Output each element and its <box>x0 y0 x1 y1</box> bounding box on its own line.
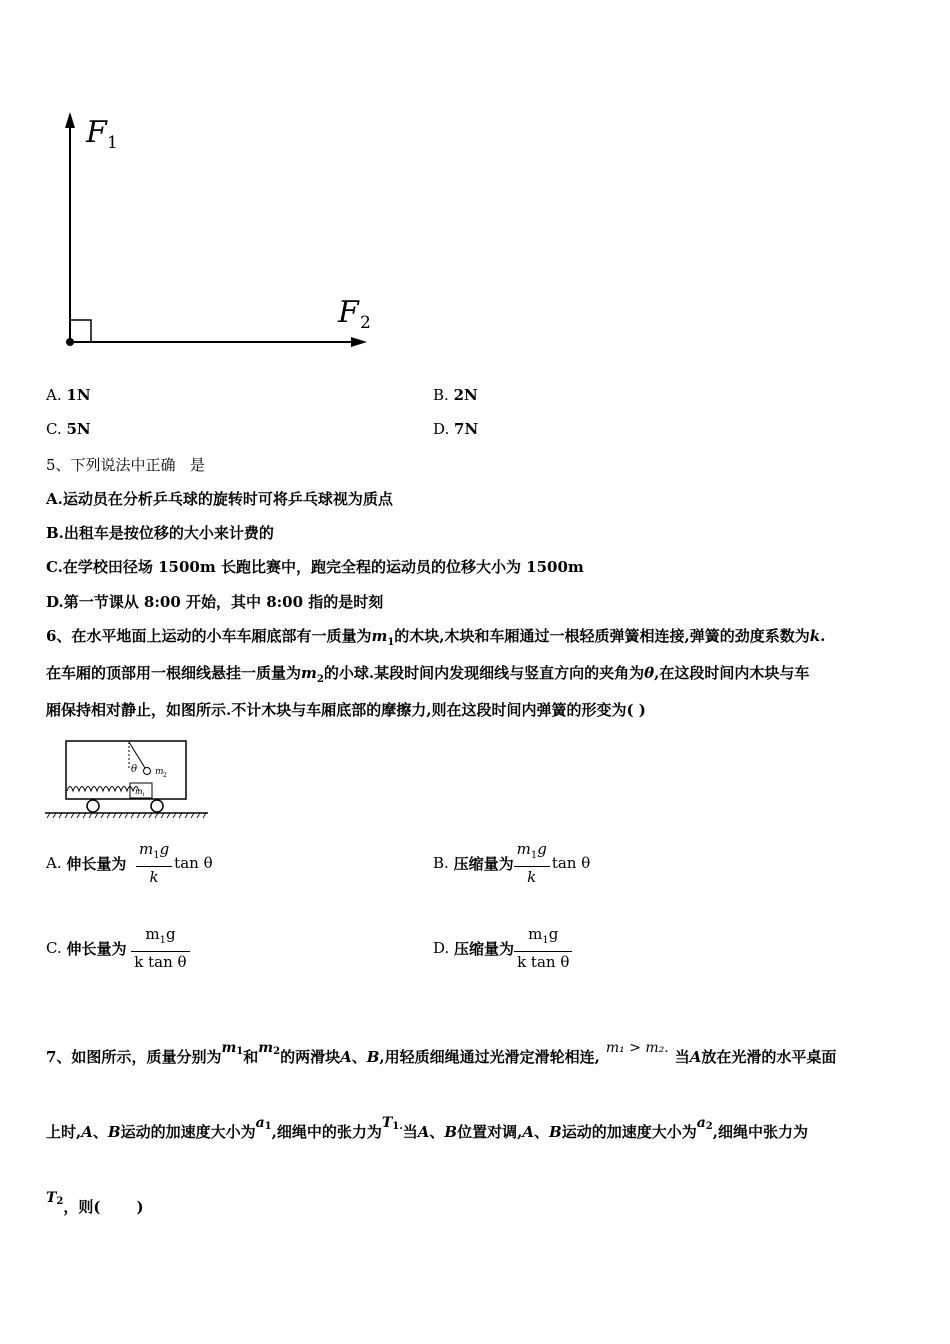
q4-option-c: C. 5N <box>46 420 91 438</box>
fraction: $\frac{m_1g}{\text{k tan θ}}$ <box>131 924 189 972</box>
f1-sub: 1 <box>107 133 118 153</box>
m2-sub: 2 <box>163 772 167 779</box>
q7-line-1: 7、如图所示，质量分别为$m_1$和$m_2$的两滑块A、B,用轻质细绳通过光滑定滑轮相连, m₁ > m₂. 当A放在光滑的水平桌面 <box>46 1040 837 1066</box>
m1-sub: 1 <box>142 792 146 798</box>
q5-stem: 5、下列说法中正确 是 <box>46 456 205 474</box>
cart-figure <box>45 738 210 820</box>
right-angle-mark <box>70 320 91 342</box>
origin-point <box>66 338 74 346</box>
q5-option-c: C.在学校田径场 1500m 长跑比赛中，跑完全程的运动员的位移大小为 1500m <box>46 558 584 576</box>
q4-option-d: D. 7N <box>433 420 479 438</box>
q7-line-3: $T_2$，则( ) <box>46 1190 144 1216</box>
fraction: $\frac{m_1g}{k}$ <box>514 839 550 887</box>
q6-line-2: 在车厢的顶部用一根细线悬挂一质量为$m_2$的小球.某段时间内发现细线与竖直方向的夹角为θ,在这段时间内木块与车 <box>46 664 810 685</box>
cart-body <box>66 741 186 799</box>
q6-option-a: A. 伸长量为 $\frac{m_1g}{k}$ tan θ <box>46 840 213 886</box>
q4-option-a: A. 1N <box>46 386 91 404</box>
q7-line-2: 上时,A、B运动的加速度大小为$a_1$,细绳中的张力为$T_{1.}$当A、B位置对调,A、B运动的加速度大小为$a_2$,细绳中张力为 <box>46 1115 808 1141</box>
q5-option-b: B.出租车是按位移的大小来计费的 <box>46 524 274 542</box>
f1-arrowhead <box>65 112 75 128</box>
theta-label: θ <box>131 764 138 775</box>
f2-sub: 2 <box>360 313 371 333</box>
f2-arrowhead <box>351 337 367 347</box>
q6-line-3: 厢保持相对静止，如图所示.不计木块与车厢底部的摩擦力,则在这段时间内弹簧的形变为( ) <box>46 701 646 719</box>
q4-option-b: B. 2N <box>433 386 478 404</box>
f1-label: F <box>86 115 107 150</box>
q6-option-c: C. 伸长量为 $\frac{m_1g}{\text{k tan θ}}$ <box>46 925 190 971</box>
q6-option-d: D. 压缩量为 $\frac{m_1g}{\text{k tan θ}}$ <box>433 925 572 971</box>
m1-label: m <box>135 787 143 796</box>
ball-m2 <box>144 768 151 775</box>
q6-option-b: B. 压缩量为 $\frac{m_1g}{k}$ tan θ <box>433 840 591 886</box>
q6-line-1: 6、在水平地面上运动的小车车厢底部有一质量为$m_1$的木块,木块和车厢通过一根轻质弹簧相连接,弹簧的劲度系数为k. <box>46 627 826 648</box>
wheel-right <box>151 800 163 812</box>
spring <box>67 787 139 792</box>
wheel-left <box>87 800 99 812</box>
q5-option-a: A.运动员在分析乒乓球的旋转时可将乒乓球视为质点 <box>46 490 393 508</box>
force-diagram <box>50 100 390 360</box>
m2-label: m <box>155 767 164 777</box>
q5-option-d: D.第一节课从 8:00 开始，其中 8:00 指的是时刻 <box>46 593 384 611</box>
f2-label: F <box>338 295 359 330</box>
fraction: $\frac{m_1g}{k}$ <box>136 839 172 887</box>
fraction: $\frac{m_1g}{\text{k tan θ}}$ <box>514 924 572 972</box>
